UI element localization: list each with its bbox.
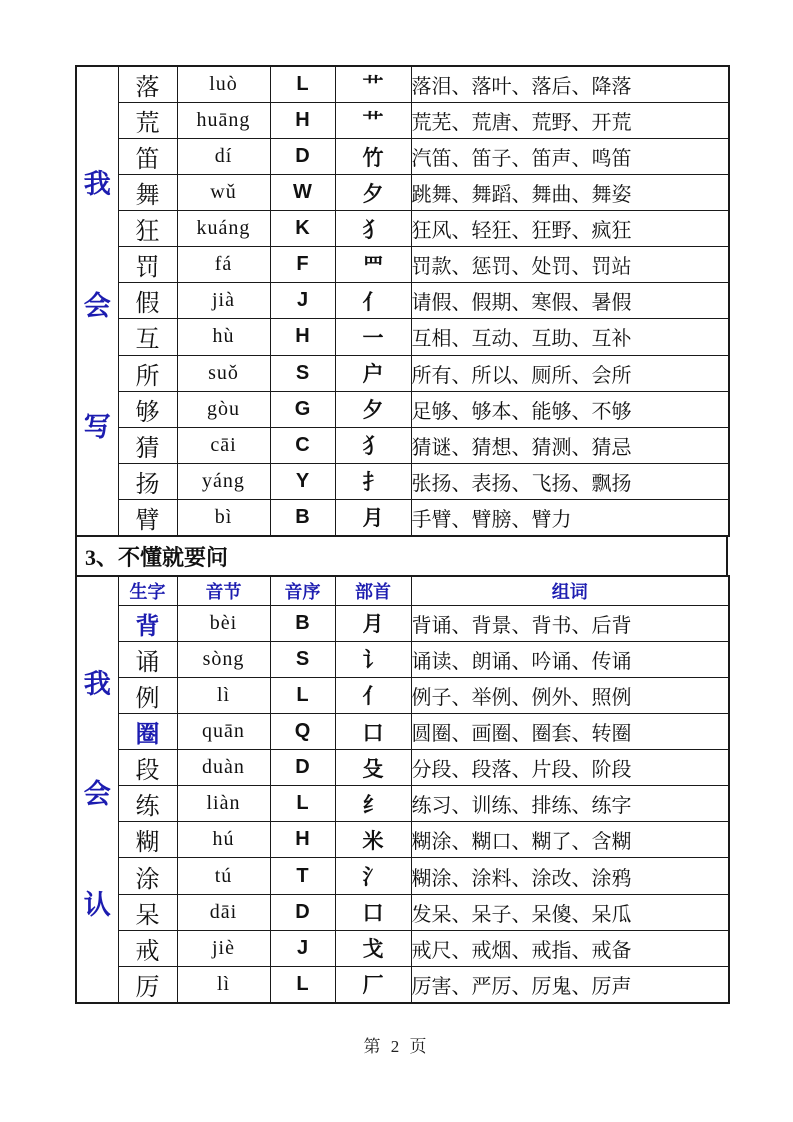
words-cell: 请假、假期、寒假、暑假 <box>411 283 729 319</box>
radical-cell: 讠 <box>335 641 411 677</box>
initial-cell: S <box>270 641 335 677</box>
section-title <box>75 537 728 575</box>
side-label-char: 写 <box>83 411 111 442</box>
table-row <box>76 391 729 427</box>
header-radical: 部首 <box>335 576 411 605</box>
section-title-text: 3、不懂就要问 <box>85 544 229 570</box>
initial-cell: D <box>270 139 335 175</box>
initial-cell: K <box>270 211 335 247</box>
radical-cell: 犭 <box>335 211 411 247</box>
words-cell: 狂风、轻狂、狂野、疯狂 <box>411 211 729 247</box>
radical-cell: 户 <box>335 355 411 391</box>
char-cell: 所 <box>118 355 177 391</box>
table-row <box>76 822 729 858</box>
initial-cell: H <box>270 319 335 355</box>
initial-cell: F <box>270 247 335 283</box>
char-cell: 厉 <box>118 966 177 1003</box>
table-row <box>76 139 729 175</box>
side-label-char: 认 <box>83 889 111 920</box>
initial-cell: Y <box>270 463 335 499</box>
pinyin-cell: gòu <box>177 391 270 427</box>
char-cell: 涂 <box>118 858 177 894</box>
radical-cell: 厂 <box>335 966 411 1003</box>
page-number: 第 2 页 <box>363 1037 430 1056</box>
pinyin-cell: jià <box>177 283 270 319</box>
initial-cell: L <box>270 677 335 713</box>
table-header-row <box>76 576 729 605</box>
char-cell: 诵 <box>118 641 177 677</box>
radical-cell: 亻 <box>335 677 411 713</box>
pinyin-cell: yáng <box>177 463 270 499</box>
radical-cell: 扌 <box>335 463 411 499</box>
initial-cell: L <box>270 66 335 103</box>
char-cell: 舞 <box>118 175 177 211</box>
side-label <box>76 576 118 1003</box>
table-row <box>76 966 729 1003</box>
table-row <box>76 605 729 641</box>
radical-cell: 一 <box>335 319 411 355</box>
pinyin-cell: jiè <box>177 930 270 966</box>
char-cell: 例 <box>118 677 177 713</box>
char-cell: 呆 <box>118 894 177 930</box>
table-row <box>76 894 729 930</box>
pinyin-cell: dāi <box>177 894 270 930</box>
pinyin-cell: suǒ <box>177 355 270 391</box>
radical-cell: 艹 <box>335 66 411 103</box>
radical-cell: 月 <box>335 499 411 536</box>
pinyin-cell: sòng <box>177 641 270 677</box>
char-cell: 假 <box>118 283 177 319</box>
table-row <box>76 247 729 283</box>
hanzi-table-recognize <box>75 575 730 1004</box>
radical-cell: 罒 <box>335 247 411 283</box>
words-cell: 发呆、呆子、呆傻、呆瓜 <box>411 894 729 930</box>
header-initial: 音序 <box>270 576 335 605</box>
radical-cell: 氵 <box>335 858 411 894</box>
char-cell: 够 <box>118 391 177 427</box>
initial-cell: C <box>270 427 335 463</box>
initial-cell: B <box>270 499 335 536</box>
initial-cell: L <box>270 786 335 822</box>
pinyin-cell: lì <box>177 677 270 713</box>
side-label-char: 我 <box>83 169 111 200</box>
words-cell: 罚款、惩罚、处罚、罚站 <box>411 247 729 283</box>
pinyin-cell: liàn <box>177 786 270 822</box>
words-cell: 厉害、严厉、厉鬼、厉声 <box>411 966 729 1003</box>
words-cell: 互相、互动、互助、互补 <box>411 319 729 355</box>
initial-cell: D <box>270 894 335 930</box>
side-label-char: 我 <box>83 668 111 699</box>
words-cell: 跳舞、舞蹈、舞曲、舞姿 <box>411 175 729 211</box>
words-cell: 例子、举例、例外、照例 <box>411 677 729 713</box>
table-row <box>76 427 729 463</box>
words-cell: 戒尺、戒烟、戒指、戒备 <box>411 930 729 966</box>
words-cell: 圆圈、画圈、圈套、转圈 <box>411 713 729 749</box>
header-words: 组词 <box>411 576 729 605</box>
table-row <box>76 211 729 247</box>
side-label-char: 会 <box>83 779 111 809</box>
words-cell: 落泪、落叶、落后、降落 <box>411 66 729 103</box>
char-cell: 狂 <box>118 211 177 247</box>
initial-cell: H <box>270 822 335 858</box>
pinyin-cell: duàn <box>177 750 270 786</box>
radical-cell: 亻 <box>335 283 411 319</box>
initial-cell: W <box>270 175 335 211</box>
initial-cell: B <box>270 605 335 641</box>
table-row <box>76 103 729 139</box>
table-row <box>76 499 729 536</box>
initial-cell: S <box>270 355 335 391</box>
radical-cell: 纟 <box>335 786 411 822</box>
words-cell: 糊涂、涂料、涂改、涂鸦 <box>411 858 729 894</box>
words-cell: 荒芜、荒唐、荒野、开荒 <box>411 103 729 139</box>
words-cell: 所有、所以、厕所、会所 <box>411 355 729 391</box>
char-cell: 笛 <box>118 139 177 175</box>
radical-cell: 竹 <box>335 139 411 175</box>
pinyin-cell: cāi <box>177 427 270 463</box>
pinyin-cell: bèi <box>177 605 270 641</box>
words-cell: 张扬、表扬、飞扬、飘扬 <box>411 463 729 499</box>
words-cell: 糊涂、糊口、糊了、含糊 <box>411 822 729 858</box>
pinyin-cell: wǔ <box>177 175 270 211</box>
initial-cell: Q <box>270 713 335 749</box>
initial-cell: T <box>270 858 335 894</box>
hanzi-table-write <box>75 65 730 537</box>
radical-cell: 米 <box>335 822 411 858</box>
table-row <box>76 713 729 749</box>
char-cell: 练 <box>118 786 177 822</box>
initial-cell: D <box>270 750 335 786</box>
words-cell: 汽笛、笛子、笛声、鸣笛 <box>411 139 729 175</box>
side-label-char: 会 <box>83 290 111 321</box>
pinyin-cell: lì <box>177 966 270 1003</box>
initial-cell: L <box>270 966 335 1003</box>
table-row <box>76 930 729 966</box>
table-row <box>76 858 729 894</box>
char-cell: 圈 <box>118 713 177 749</box>
words-cell: 练习、训练、排练、练字 <box>411 786 729 822</box>
pinyin-cell: luò <box>177 66 270 103</box>
radical-cell: 月 <box>335 605 411 641</box>
initial-cell: J <box>270 283 335 319</box>
side-label <box>76 66 118 536</box>
words-cell: 猜谜、猜想、猜测、猜忌 <box>411 427 729 463</box>
table-row <box>76 786 729 822</box>
radical-cell: 犭 <box>335 427 411 463</box>
pinyin-cell: hù <box>177 319 270 355</box>
words-cell: 手臂、臂膀、臂力 <box>411 499 729 536</box>
initial-cell: G <box>270 391 335 427</box>
radical-cell: 夕 <box>335 175 411 211</box>
pinyin-cell: tú <box>177 858 270 894</box>
char-cell: 落 <box>118 66 177 103</box>
radical-cell: 戈 <box>335 930 411 966</box>
char-cell: 罚 <box>118 247 177 283</box>
pinyin-cell: huāng <box>177 103 270 139</box>
pinyin-cell: bì <box>177 499 270 536</box>
table-row <box>76 283 729 319</box>
char-cell: 猜 <box>118 427 177 463</box>
table-row <box>76 319 729 355</box>
table-row <box>76 750 729 786</box>
radical-cell: 口 <box>335 713 411 749</box>
table-row <box>76 677 729 713</box>
table-row <box>76 641 729 677</box>
table-row <box>76 463 729 499</box>
pinyin-cell: fá <box>177 247 270 283</box>
initial-cell: J <box>270 930 335 966</box>
header-char: 生字 <box>118 576 177 605</box>
pinyin-cell: hú <box>177 822 270 858</box>
radical-cell: 艹 <box>335 103 411 139</box>
header-syllable: 音节 <box>177 576 270 605</box>
char-cell: 段 <box>118 750 177 786</box>
char-cell: 荒 <box>118 103 177 139</box>
initial-cell: H <box>270 103 335 139</box>
radical-cell: 夕 <box>335 391 411 427</box>
char-cell: 扬 <box>118 463 177 499</box>
table-row <box>76 175 729 211</box>
pinyin-cell: kuáng <box>177 211 270 247</box>
table-row <box>76 66 729 103</box>
char-cell: 互 <box>118 319 177 355</box>
char-cell: 戒 <box>118 930 177 966</box>
words-cell: 分段、段落、片段、阶段 <box>411 750 729 786</box>
words-cell: 诵读、朗诵、吟诵、传诵 <box>411 641 729 677</box>
words-cell: 背诵、背景、背书、后背 <box>411 605 729 641</box>
pinyin-cell: dí <box>177 139 270 175</box>
char-cell: 臂 <box>118 499 177 536</box>
char-cell: 糊 <box>118 822 177 858</box>
radical-cell: 殳 <box>335 750 411 786</box>
radical-cell: 口 <box>335 894 411 930</box>
worksheet-content <box>75 65 728 1004</box>
words-cell: 足够、够本、能够、不够 <box>411 391 729 427</box>
pinyin-cell: quān <box>177 713 270 749</box>
table-row <box>76 355 729 391</box>
char-cell: 背 <box>118 605 177 641</box>
